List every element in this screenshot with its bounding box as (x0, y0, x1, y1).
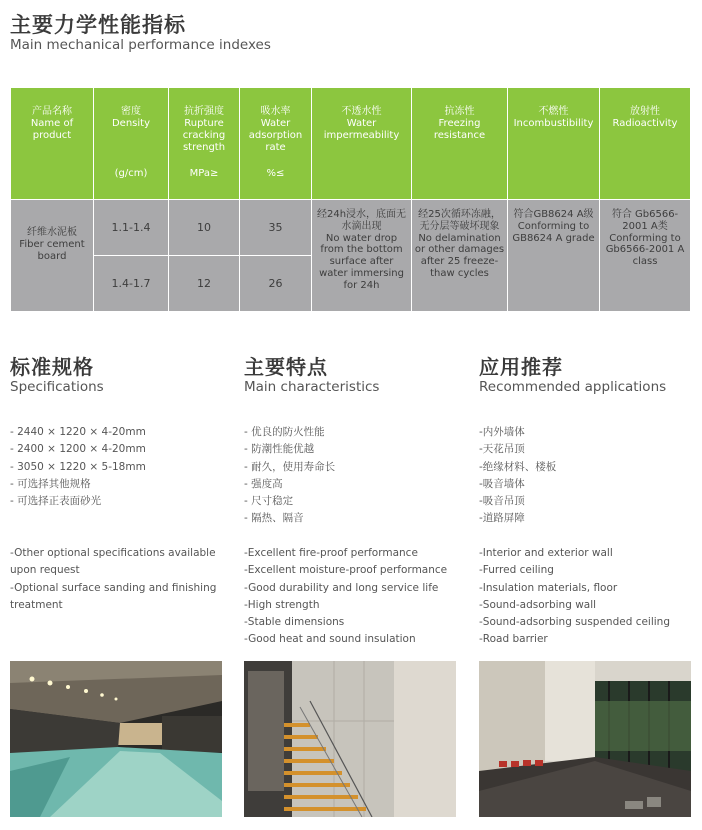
list-item: - 尺寸稳定 (244, 495, 294, 508)
performance-table (10, 87, 691, 312)
header-product-name: 产品名称 Name of product (11, 88, 94, 200)
cell-incombustibility: 符合GB8624 A级 Conforming to GB8624 A grade (508, 200, 600, 312)
list-item: -Furred ceiling (479, 564, 554, 577)
list-item: -天花吊顶 (479, 443, 525, 456)
list-item: -Excellent moisture-proof performance (244, 564, 448, 577)
characteristics-list-en (244, 545, 447, 649)
list-item: - 优良的防火性能 (244, 426, 325, 438)
header-impermeability: 不透水性 Water impermeability (312, 88, 412, 200)
list-item: - 防潮性能优越 (244, 443, 315, 456)
list-item: -绝缘材料、楼板 (479, 460, 557, 473)
list-item: -Excellent fire-proof performance (244, 547, 418, 559)
list-item: -Good durability and long service life (244, 581, 439, 594)
cell-radioactivity: 符合 Gb6566-2001 A类 Conforming to Gb6566-2001 A class (600, 200, 691, 312)
list-item: -Good heat and sound insulation (244, 633, 416, 646)
list-item: -Stable dimensions (244, 616, 345, 629)
list-item: -Insulation materials, floor (479, 581, 618, 594)
header-rupture-strength: 抗折强度 Rupture cracking strength MPa≥ (169, 88, 240, 200)
page-title: 主要力学性能指标 (10, 13, 186, 37)
list-item: - 耐久，使用寿命长 (244, 460, 336, 473)
header-radioactivity: 放射性 Radioactivity (600, 88, 691, 200)
page-subtitle: Main mechanical performance indexes (10, 37, 271, 53)
list-item: -High strength (244, 598, 320, 611)
applications-title: 应用推荐 (479, 355, 563, 379)
applications-list-en (479, 545, 670, 649)
cell-product-name: 纤维水泥板 Fiber cement board (11, 200, 94, 312)
specifications-list-cn (10, 424, 146, 510)
list-item: -内外墙体 (479, 426, 525, 438)
characteristics-title: 主要特点 (244, 355, 328, 379)
cell-strength: 10 (169, 200, 240, 256)
cell-absorption: 26 (240, 256, 312, 312)
specifications-subtitle: Specifications (10, 379, 104, 395)
list-item: -Sound-adsorbing wall (479, 598, 597, 611)
characteristics-subtitle: Main characteristics (244, 379, 380, 395)
header-freezing-resistance: 抗冻性 Freezing resistance (412, 88, 508, 200)
specifications-list-en (10, 545, 225, 614)
photo-indoor-pool (10, 661, 222, 817)
cell-density: 1.4-1.7 (94, 256, 169, 312)
characteristics-list-cn (244, 424, 335, 528)
applications-subtitle: Recommended applications (479, 379, 667, 395)
cell-freezing: 经25次循环冻融，无分层等破坏现象 No delamination or other damages after 25 freeze-thaw cycles (412, 200, 508, 312)
list-item: -Interior and exterior wall (479, 547, 613, 559)
list-item: -吸音吊顶 (479, 495, 525, 508)
cell-density: 1.1-1.4 (94, 200, 169, 256)
list-item: -Optional surface sanding and finishing treatment (10, 581, 217, 611)
list-item: -吸音墙体 (479, 477, 525, 490)
list-item: - 隔热、隔音 (244, 512, 304, 525)
list-item: -Road barrier (479, 633, 548, 646)
header-water-absorption: 吸水率 Water adsorption rate %≤ (240, 88, 312, 200)
header-incombustibility: 不燃性 Incombustibility (508, 88, 600, 200)
list-item: - 可选择正表面砂光 (10, 495, 102, 508)
list-item: -道路屏障 (479, 512, 525, 525)
list-item: - 2400 × 1200 × 4-20mm (10, 443, 146, 456)
cell-absorption: 35 (240, 200, 312, 256)
header-density: 密度 Density (g/cm) (94, 88, 169, 200)
list-item: - 强度高 (244, 477, 283, 490)
list-item: - 3050 × 1220 × 5-18mm (10, 460, 146, 473)
cell-impermeability: 经24h浸水，底面无水滴出现 No water drop from the bottom surface after water immersing for 24h (312, 200, 412, 312)
list-item: -Other optional specifications available upon request (10, 547, 216, 577)
cell-strength: 12 (169, 256, 240, 312)
specifications-title: 标准规格 (10, 355, 94, 379)
applications-list-cn (479, 424, 556, 528)
photo-interior-hall (479, 661, 691, 817)
list-item: -Sound-adsorbing suspended ceiling (479, 616, 670, 629)
list-item: - 可选择其他规格 (10, 477, 91, 490)
photo-staircase (244, 661, 456, 817)
list-item: - 2440 × 1220 × 4-20mm (10, 426, 146, 438)
